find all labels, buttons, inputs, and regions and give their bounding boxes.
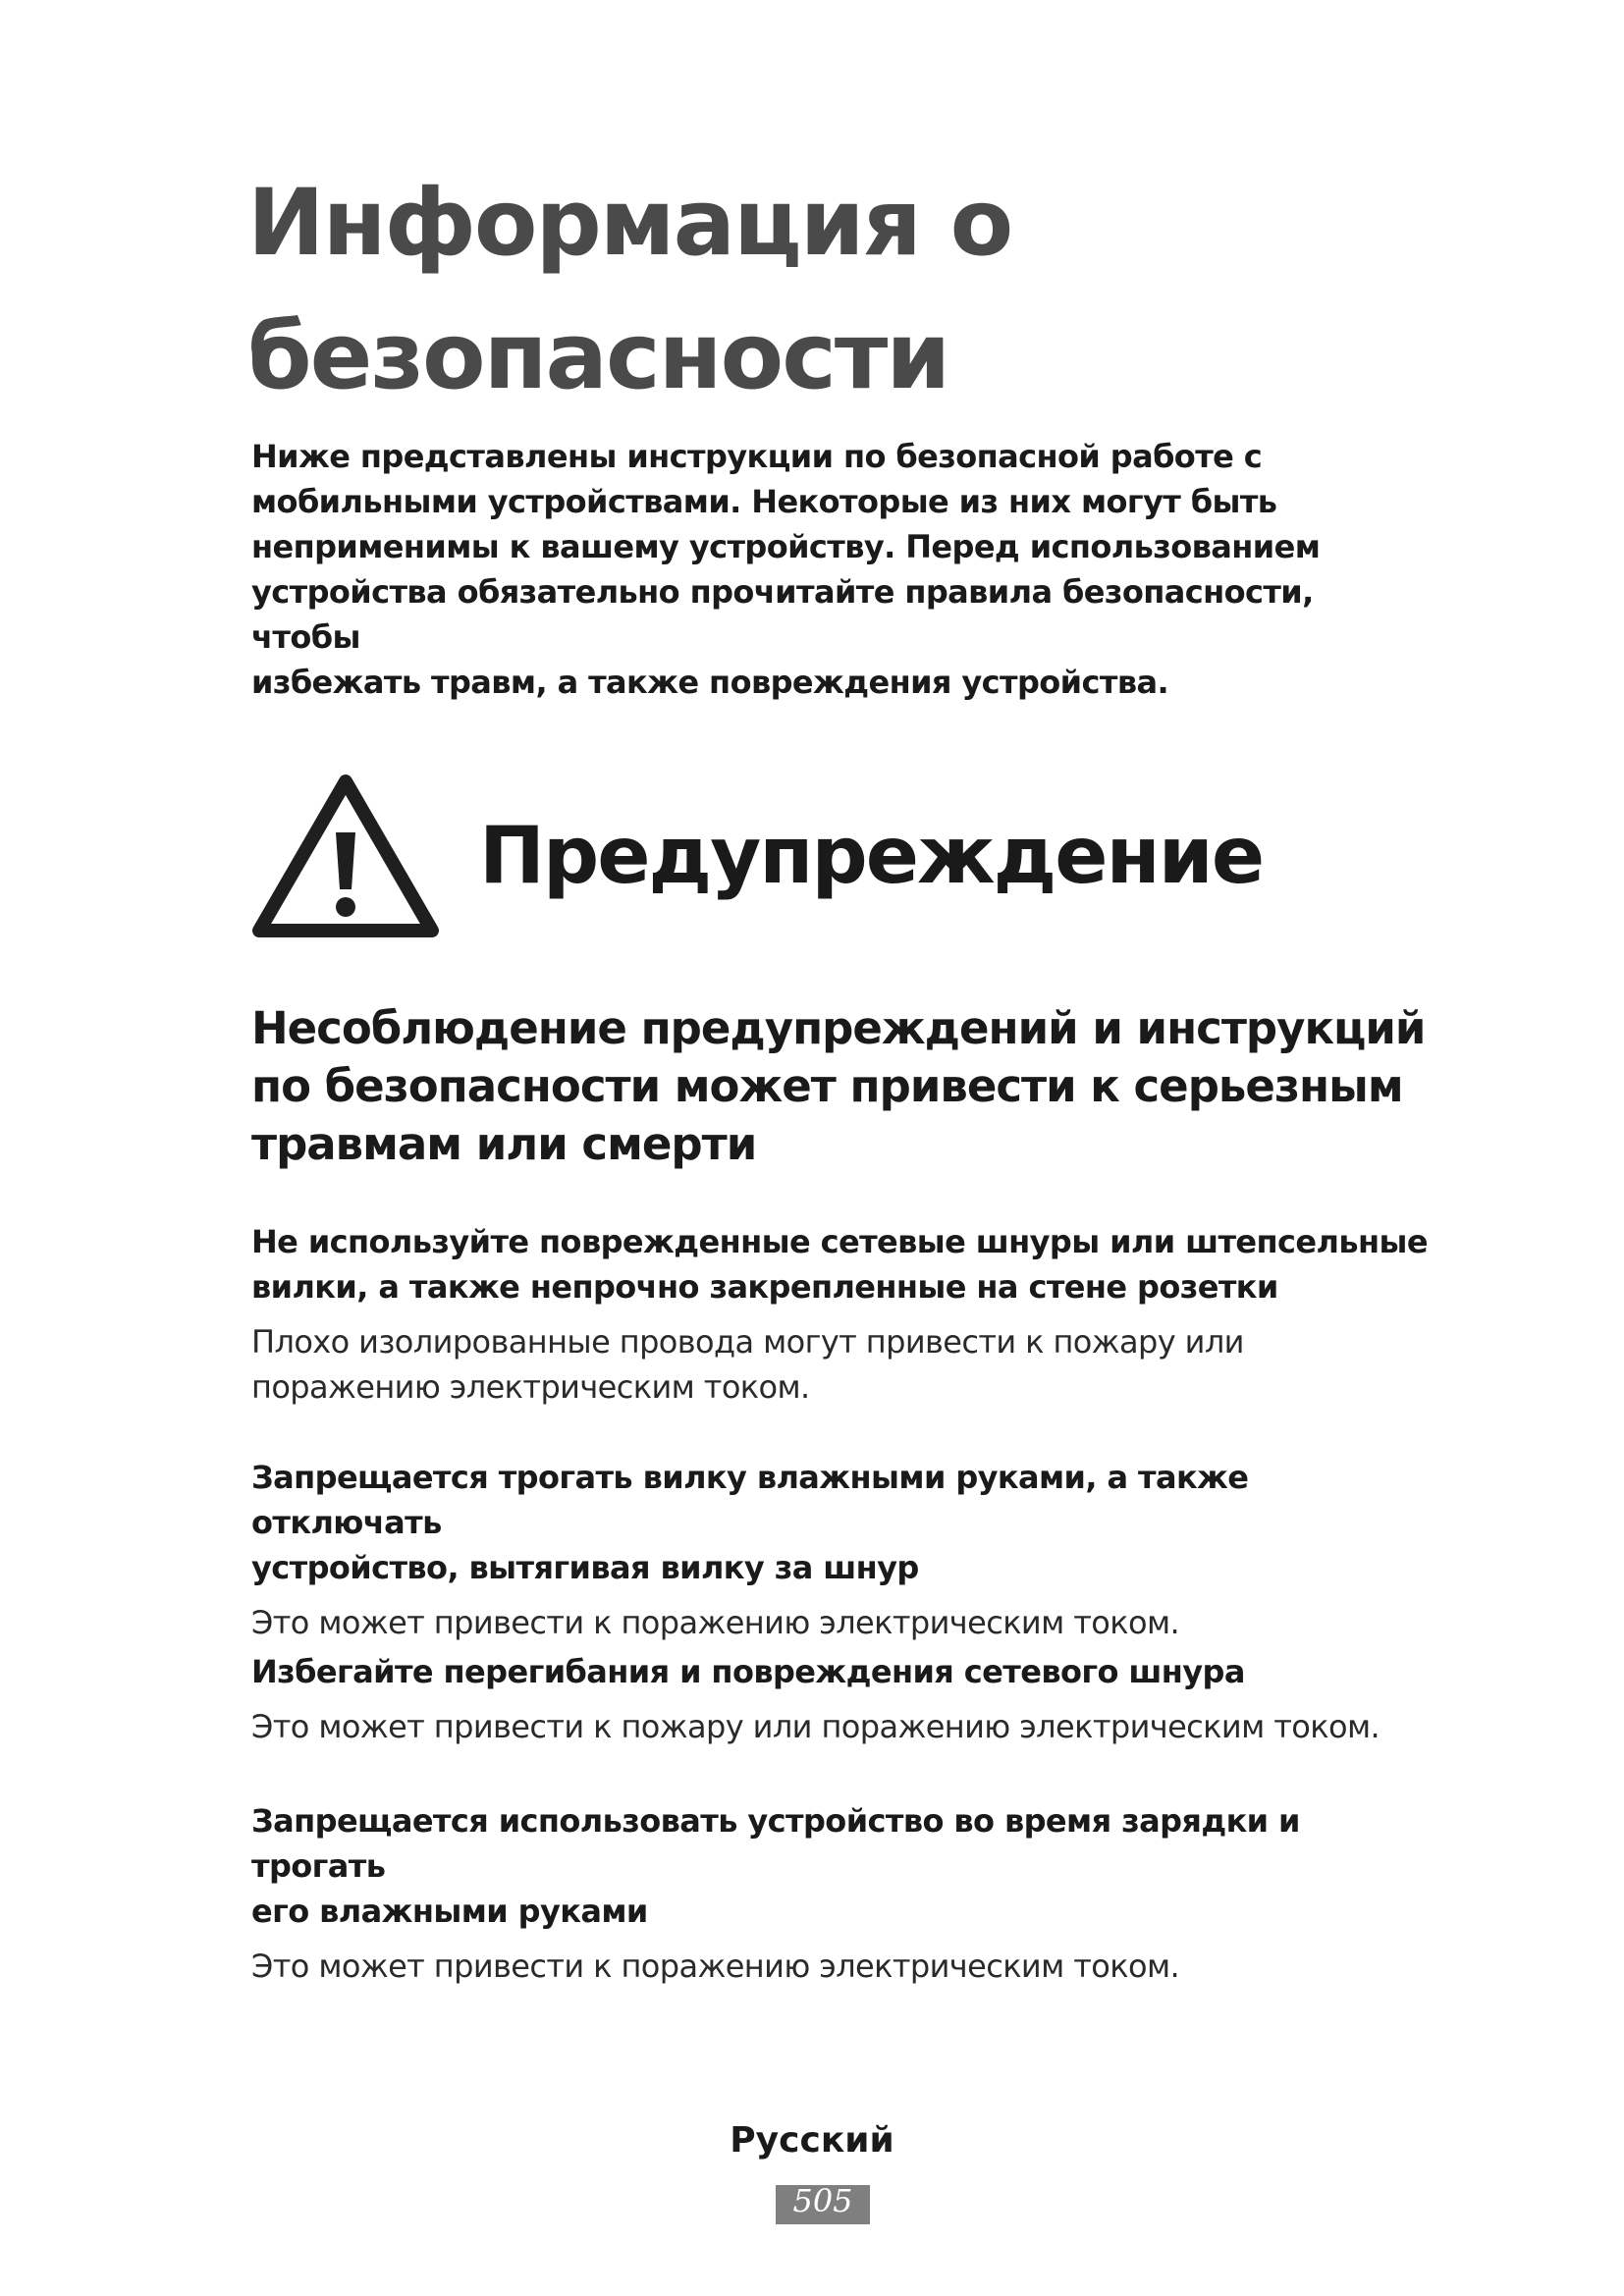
item-title-line: вилки, а также непрочно закрепленные на стене розетки xyxy=(251,1268,1278,1306)
intro-line: мобильными устройствами. Некоторые из них могут быть xyxy=(251,483,1277,520)
item-title xyxy=(251,1649,1430,1694)
safety-item-1 xyxy=(251,1219,1430,1410)
item-text xyxy=(251,1704,1430,1749)
item-title-line: Запрещается трогать вилку влажными руками, а также отключать xyxy=(251,1459,1249,1541)
item-title-line: Избегайте перегибания и повреждения сетевого шнура xyxy=(251,1653,1245,1690)
intro-line: неприменимы к вашему устройству. Перед использованием xyxy=(251,528,1321,565)
intro-line: избежать травм, а также повреждения устройства. xyxy=(251,664,1169,701)
page-number: 505 xyxy=(776,2185,870,2224)
page-title-line-1: Информация о xyxy=(247,170,1012,277)
item-text-line: Это может привести к пожару или поражению электрическим током. xyxy=(251,1708,1380,1745)
item-title-line: Запрещается использовать устройство во время зарядки и трогать xyxy=(251,1802,1300,1885)
item-title-line: Не используйте поврежденные сетевые шнуры или штепсельные xyxy=(251,1223,1428,1260)
section-heading xyxy=(251,999,1430,1173)
item-title xyxy=(251,1455,1430,1590)
item-text-line: Плохо изолированные провода могут привести к пожару или xyxy=(251,1323,1244,1361)
item-title-line: устройство, вытягивая вилку за шнур xyxy=(251,1549,919,1586)
intro-line: Ниже представлены инструкции по безопасной работе с xyxy=(251,438,1263,475)
section-heading-line: Несоблюдение предупреждений и инструкций xyxy=(251,1002,1426,1054)
section-heading-line: травмам или смерти xyxy=(251,1118,757,1170)
page-title-line-2: безопасности xyxy=(247,303,949,410)
item-text-line: Это может привести к поражению электрическим током. xyxy=(251,1948,1180,1985)
warning-title: Предупреждение xyxy=(479,810,1264,901)
safety-item-4 xyxy=(251,1798,1430,1989)
intro-paragraph xyxy=(251,434,1430,705)
footer-language: Русский xyxy=(730,2120,894,2161)
item-text xyxy=(251,1319,1430,1410)
page-title xyxy=(247,157,1426,424)
item-text xyxy=(251,1600,1430,1645)
item-title xyxy=(251,1219,1430,1309)
safety-item-2 xyxy=(251,1455,1430,1645)
item-text-line: Это может привести к поражению электрическим током. xyxy=(251,1604,1180,1641)
item-text-line: поражению электрическим током. xyxy=(251,1368,810,1406)
safety-item-3 xyxy=(251,1649,1430,1749)
section-heading-line: по безопасности может привести к серьезным xyxy=(251,1060,1403,1112)
item-title-line: его влажными руками xyxy=(251,1893,648,1930)
intro-line: устройства обязательно прочитайте правила безопасности, чтобы xyxy=(251,573,1314,656)
item-text xyxy=(251,1944,1430,1989)
item-title xyxy=(251,1798,1430,1934)
warning-block xyxy=(247,768,1426,944)
warning-triangle-icon xyxy=(247,768,444,944)
